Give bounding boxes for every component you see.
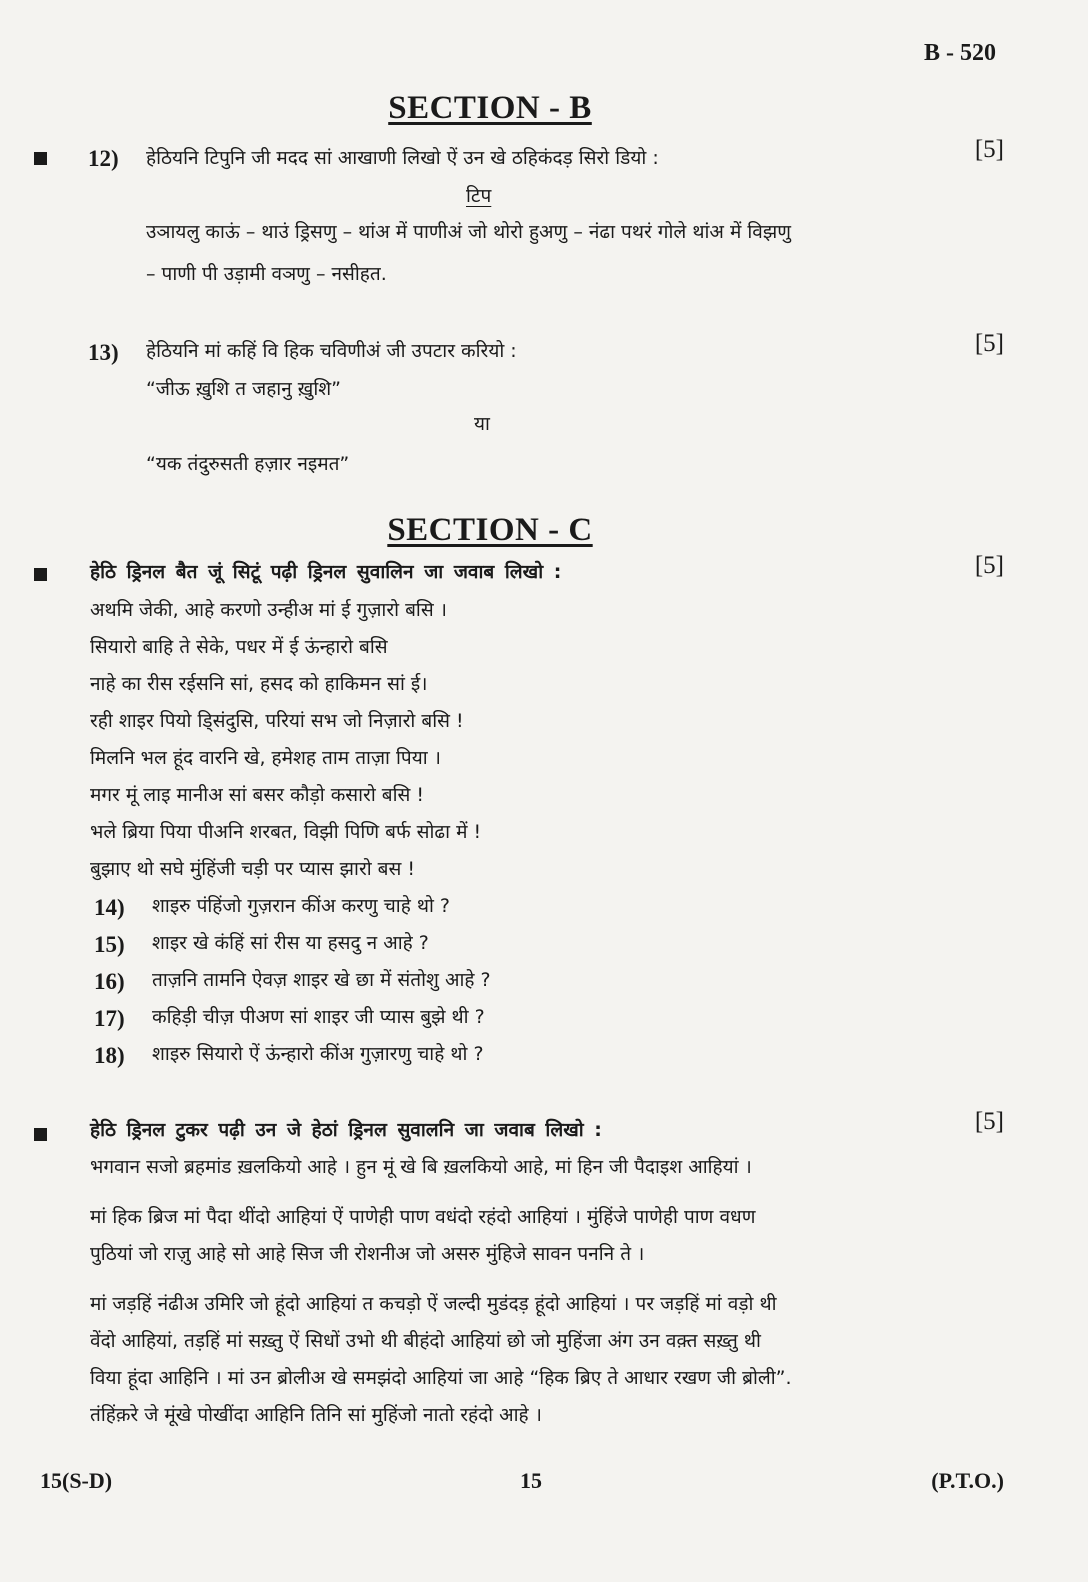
prose-line: पुठियां जो राज़ु आहे सो आहे सिज जी रोशनीअ जो असरु मुंहिजे सावन पननि ते । bbox=[90, 1243, 645, 1265]
q13-number: 13) bbox=[88, 340, 119, 365]
footer-code: 15(S-D) bbox=[40, 1468, 113, 1493]
prose-marks: [5] bbox=[974, 1108, 1004, 1135]
q15-text: शाइर खे कंहिं सां रीस या हसदु न आहे ? bbox=[152, 932, 429, 954]
verse-line: मिलनि भल हूंद वारनि खे, हमेशह ताम ताज़ा पिया । bbox=[90, 747, 441, 769]
prose-line: विया हूंदा आहिनि । मां उन ब्रोलीअ खे समझंदो आहियां जा आहे “हिक ब्रिए ते आधार रखण जी ब्रोली”. bbox=[90, 1367, 792, 1389]
prose-prompt: हेठि ड्रिनल टुकर पढ़ी उन जे हेठां ड्रिनल सुवालनि जा जवाब लिखो : bbox=[90, 1119, 602, 1141]
verse-line: भले ब्रिया पिया पीअनि शरबत, विझी पिणि बर्फ सोढा में ! bbox=[90, 821, 482, 843]
q13-or: या bbox=[474, 413, 490, 435]
paper-code: B - 520 bbox=[924, 40, 996, 66]
bullet-q12 bbox=[34, 152, 47, 165]
section-b-title: SECTION - B bbox=[388, 90, 592, 126]
bullet-prose bbox=[34, 1128, 47, 1141]
q18-number: 18) bbox=[94, 1043, 125, 1068]
q12-tip-line-2: – पाणी पी उड़ामी वञणु – नसीहत. bbox=[146, 263, 387, 285]
verse-line: नाहे का रीस रईसनि सां, हसद को हाकिमन सां ई। bbox=[90, 673, 428, 695]
q14-number: 14) bbox=[94, 895, 125, 920]
q18-text: शाइरु सियारो ऐं ऊंन्हारो कींअ गुज़ारणु चाहे थो ? bbox=[152, 1043, 484, 1065]
verse-line: बुझाए थो सघे मुंहिंजी चड़ी पर प्यास झारो बस ! bbox=[90, 858, 416, 880]
q12-tip-line-1: उञायलु काऊं – थाउं ड्रिसणु – थांअ में पाणीअं जो थोरो हुअणु – नंढा पथरं गोले थांअ में विझणु bbox=[146, 221, 791, 243]
verse-line: रही शाइर पियो डि्संदुसि, परियां सभ जो निज़ारो बसि ! bbox=[90, 710, 464, 732]
q13-option-1: “जीऊ ख़ुशि त जहानु ख़ुशि” bbox=[146, 378, 342, 400]
q17-text: कहिड़ी चीज़ पीअण सां शाइर जी प्यास बुझे थी ? bbox=[152, 1006, 485, 1028]
verse-line: अथमि जेकी, आहे करणो उन्हीअ मां ई गुज़ारो बसि । bbox=[90, 599, 447, 621]
prose-line: वेंदो आहियां, तड़हिं मां सख़्तु ऐं सिधों उभो थी बीहंदो आहियां छो जो मुहिंजा अंग उन वक़्त सख़्तु थी bbox=[90, 1330, 761, 1352]
verse-line: मगर मूं लाइ मानीअ सां बसर कौड़ो कसारो बसि ! bbox=[90, 784, 425, 806]
poem-prompt: हेठि ड्रिनल बैत जूं सिटूं पढ़ी ड्रिनल सुवालिन जा जवाब लिखो : bbox=[90, 561, 562, 583]
prose-line: भगवान सजो ब्रहमांड ख़लकियो आहे । हुन मूं खे बि ख़लकियो आहे, मां हिन जी पैदाइश आहियां । bbox=[90, 1156, 752, 1178]
poem-marks: [5] bbox=[974, 552, 1004, 579]
prose-line: मां हिक ब्रिज मां पैदा थींदो आहियां ऐं पाणेही पाण वधंदो रहंदो आहियां । मुंहिंजे पाणेही पाण वधण bbox=[90, 1206, 756, 1228]
q16-text: ताज़नि तामनि ऐवज़ शाइर खे छा में संतोशु आहे ? bbox=[152, 969, 491, 991]
q17-number: 17) bbox=[94, 1006, 125, 1031]
bullet-poem bbox=[34, 568, 47, 581]
pto-note: (P.T.O.) bbox=[931, 1468, 1004, 1493]
verse-line: सियारो बाहि ते सेके, पधर में ई ऊंन्हारो बसि bbox=[90, 636, 388, 658]
q16-number: 16) bbox=[94, 969, 125, 994]
q13-option-2: “यक तंदुरुसती हज़ार नइमत” bbox=[146, 453, 350, 475]
prose-line: मां जड़हिं नंढीअ उमिरि जो हूंदो आहियां त कचड़ो ऐं जल्दी मुडंदड़ हूंदो आहियां । पर जड़हिं मां वड़ो थी bbox=[90, 1293, 777, 1315]
q13-prompt: हेठियनि मां कहिं वि हिक चविणीअं जी उपटार करियो : bbox=[146, 340, 517, 362]
q12-marks: [5] bbox=[974, 136, 1004, 163]
q12-number: 12) bbox=[88, 146, 119, 171]
q12-tip-heading: टिप bbox=[466, 185, 492, 207]
prose-line: तंहिंक़रे जे मूंखे पोखींदा आहिनि तिनि सां मुहिंजो नातो रहंदो आहे । bbox=[90, 1404, 542, 1426]
section-c-title: SECTION - C bbox=[387, 512, 593, 548]
q14-text: शाइरु पंहिंजो गुज़रान कींअ करणु चाहे थो ? bbox=[152, 895, 451, 917]
q15-number: 15) bbox=[94, 932, 125, 957]
q13-marks: [5] bbox=[974, 330, 1004, 357]
q12-prompt: हेठियनि टिपुनि जी मदद सां आखाणी लिखो ऐं उन खे ठहिकंदड़ सिरो डियो : bbox=[146, 147, 659, 169]
page-number: 15 bbox=[520, 1468, 542, 1493]
